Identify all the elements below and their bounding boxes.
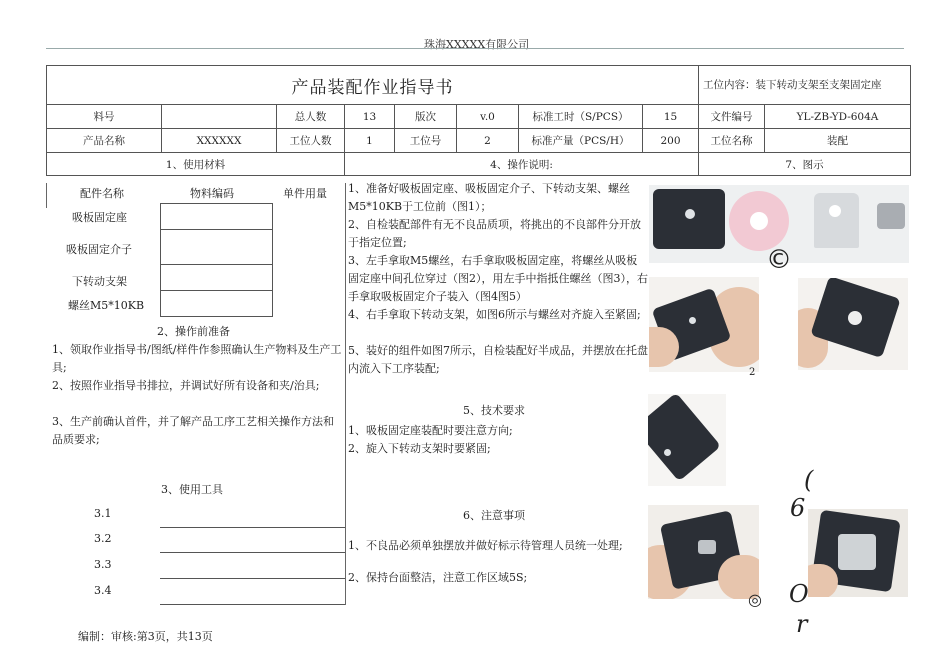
tool-line bbox=[160, 552, 345, 553]
materials-cell bbox=[160, 229, 273, 265]
figure-4-photo bbox=[648, 394, 726, 486]
figure-2-label: 2 bbox=[749, 367, 756, 378]
header-row-2: 产品名称 XXXXXX 工位人数 1 工位号 2 标准产量（PCS/H） 200 工位名称 装配 bbox=[47, 129, 911, 153]
materials-cell bbox=[160, 291, 273, 317]
tool-item: 3.2 bbox=[94, 532, 112, 545]
operation-line: 5、装好的组件如图7所示，自检装配好半成品，并摆放在托盘内流入下工序装配; bbox=[348, 344, 648, 375]
material-item: 吸板固定座 bbox=[72, 211, 127, 224]
materials-cell bbox=[160, 265, 273, 291]
company-name: 珠海XXXXX有限公司 bbox=[424, 38, 530, 51]
figure-7-label: O bbox=[789, 580, 809, 608]
doc-title: 产品装配作业指导书 bbox=[47, 66, 699, 105]
material-item: 吸板固定介子 bbox=[66, 243, 132, 256]
prep-line: 1、领取作业指导书/图纸/样件作参照确认生产物料及生产工具; bbox=[52, 343, 342, 374]
col-divider bbox=[345, 183, 346, 605]
figure-2-photo bbox=[649, 277, 759, 372]
operation-line: 3、左手拿取M5螺丝，右手拿取吸板固定座，将螺丝从吸板固定座中间孔位穿过（图2），用左手中指抵住螺丝（图3），右手拿取吸板固定介子装入（图4图5） bbox=[348, 254, 648, 303]
prep-line: 2、按照作业指导书排拉，并调试好所有设备和夹/治具; bbox=[52, 379, 320, 392]
material-item: 下转动支架 bbox=[72, 275, 127, 288]
header-table bbox=[46, 65, 911, 176]
materials-cell bbox=[160, 203, 273, 230]
tool-item: 3.3 bbox=[94, 558, 112, 571]
figure-1-label: © bbox=[766, 245, 792, 275]
tools-heading: 3、使用工具 bbox=[161, 483, 223, 496]
tool-item: 3.4 bbox=[94, 584, 112, 597]
notes-heading: 6、注意事项 bbox=[463, 509, 525, 522]
tool-item: 3.1 bbox=[94, 507, 112, 520]
header-row-1: 料号 总人数 13 版次 v.0 标准工时（S/PCS） 15 文件编号 YL-ZB-YD-604A bbox=[47, 105, 911, 129]
tool-line bbox=[160, 527, 345, 528]
prep-line: 3、生产前确认首件，并了解产品工序工艺相关操作方法和品质要求; bbox=[52, 415, 334, 446]
section-operation-heading: 4、操作说明: bbox=[345, 153, 699, 176]
notes-line: 1、不良品必须单独摆放并做好标示待管理人员统一处理; bbox=[348, 539, 623, 552]
figure-3-photo bbox=[798, 278, 908, 370]
figure-6-photo bbox=[808, 509, 908, 597]
notes-line: 2、保持台面整洁，注意工作区域5S; bbox=[348, 571, 528, 584]
page-footer: 编制：审核:第3页，共13页 bbox=[78, 630, 213, 643]
figure-mark: ( bbox=[804, 466, 814, 494]
tech-line: 2、旋入下转动支架时要紧固; bbox=[348, 442, 491, 455]
tool-line bbox=[160, 604, 345, 605]
materials-header-name: 配件名称 bbox=[80, 187, 124, 200]
tech-heading: 5、技术要求 bbox=[463, 404, 525, 417]
operation-line: 4、右手拿取下转动支架，如图6所示与螺丝对齐旋入至紧固; bbox=[348, 308, 641, 321]
prep-heading: 2、操作前准备 bbox=[157, 325, 230, 338]
material-item: 螺丝M5*10KB bbox=[68, 299, 145, 312]
operation-line: 2、自检装配部件有无不良品质项，将挑出的不良部件分开放于指定位置; bbox=[348, 218, 641, 249]
section-materials-heading: 1、使用材料 bbox=[47, 153, 345, 176]
materials-header-code: 物料编码 bbox=[190, 187, 234, 200]
station-content: 工位内容：装下转动支架至支架固定座 bbox=[699, 66, 911, 105]
figure-6-label: 6 bbox=[790, 494, 806, 522]
materials-header-qty: 单件用量 bbox=[283, 187, 327, 200]
figure-7-mark: ◎ bbox=[748, 590, 762, 609]
col-divider bbox=[46, 183, 47, 208]
tool-line bbox=[160, 578, 345, 579]
figure-mark: r bbox=[796, 610, 808, 638]
header-rule bbox=[46, 48, 904, 49]
operation-line: 1、准备好吸板固定座、吸板固定介子、下转动支架、螺丝M5*10KB于工位前（图1）； bbox=[348, 182, 630, 213]
section-diagram-heading: 7、图示 bbox=[699, 153, 911, 176]
tech-line: 1、吸板固定座装配时要注意方向; bbox=[348, 424, 513, 437]
figure-5-photo bbox=[648, 505, 759, 599]
